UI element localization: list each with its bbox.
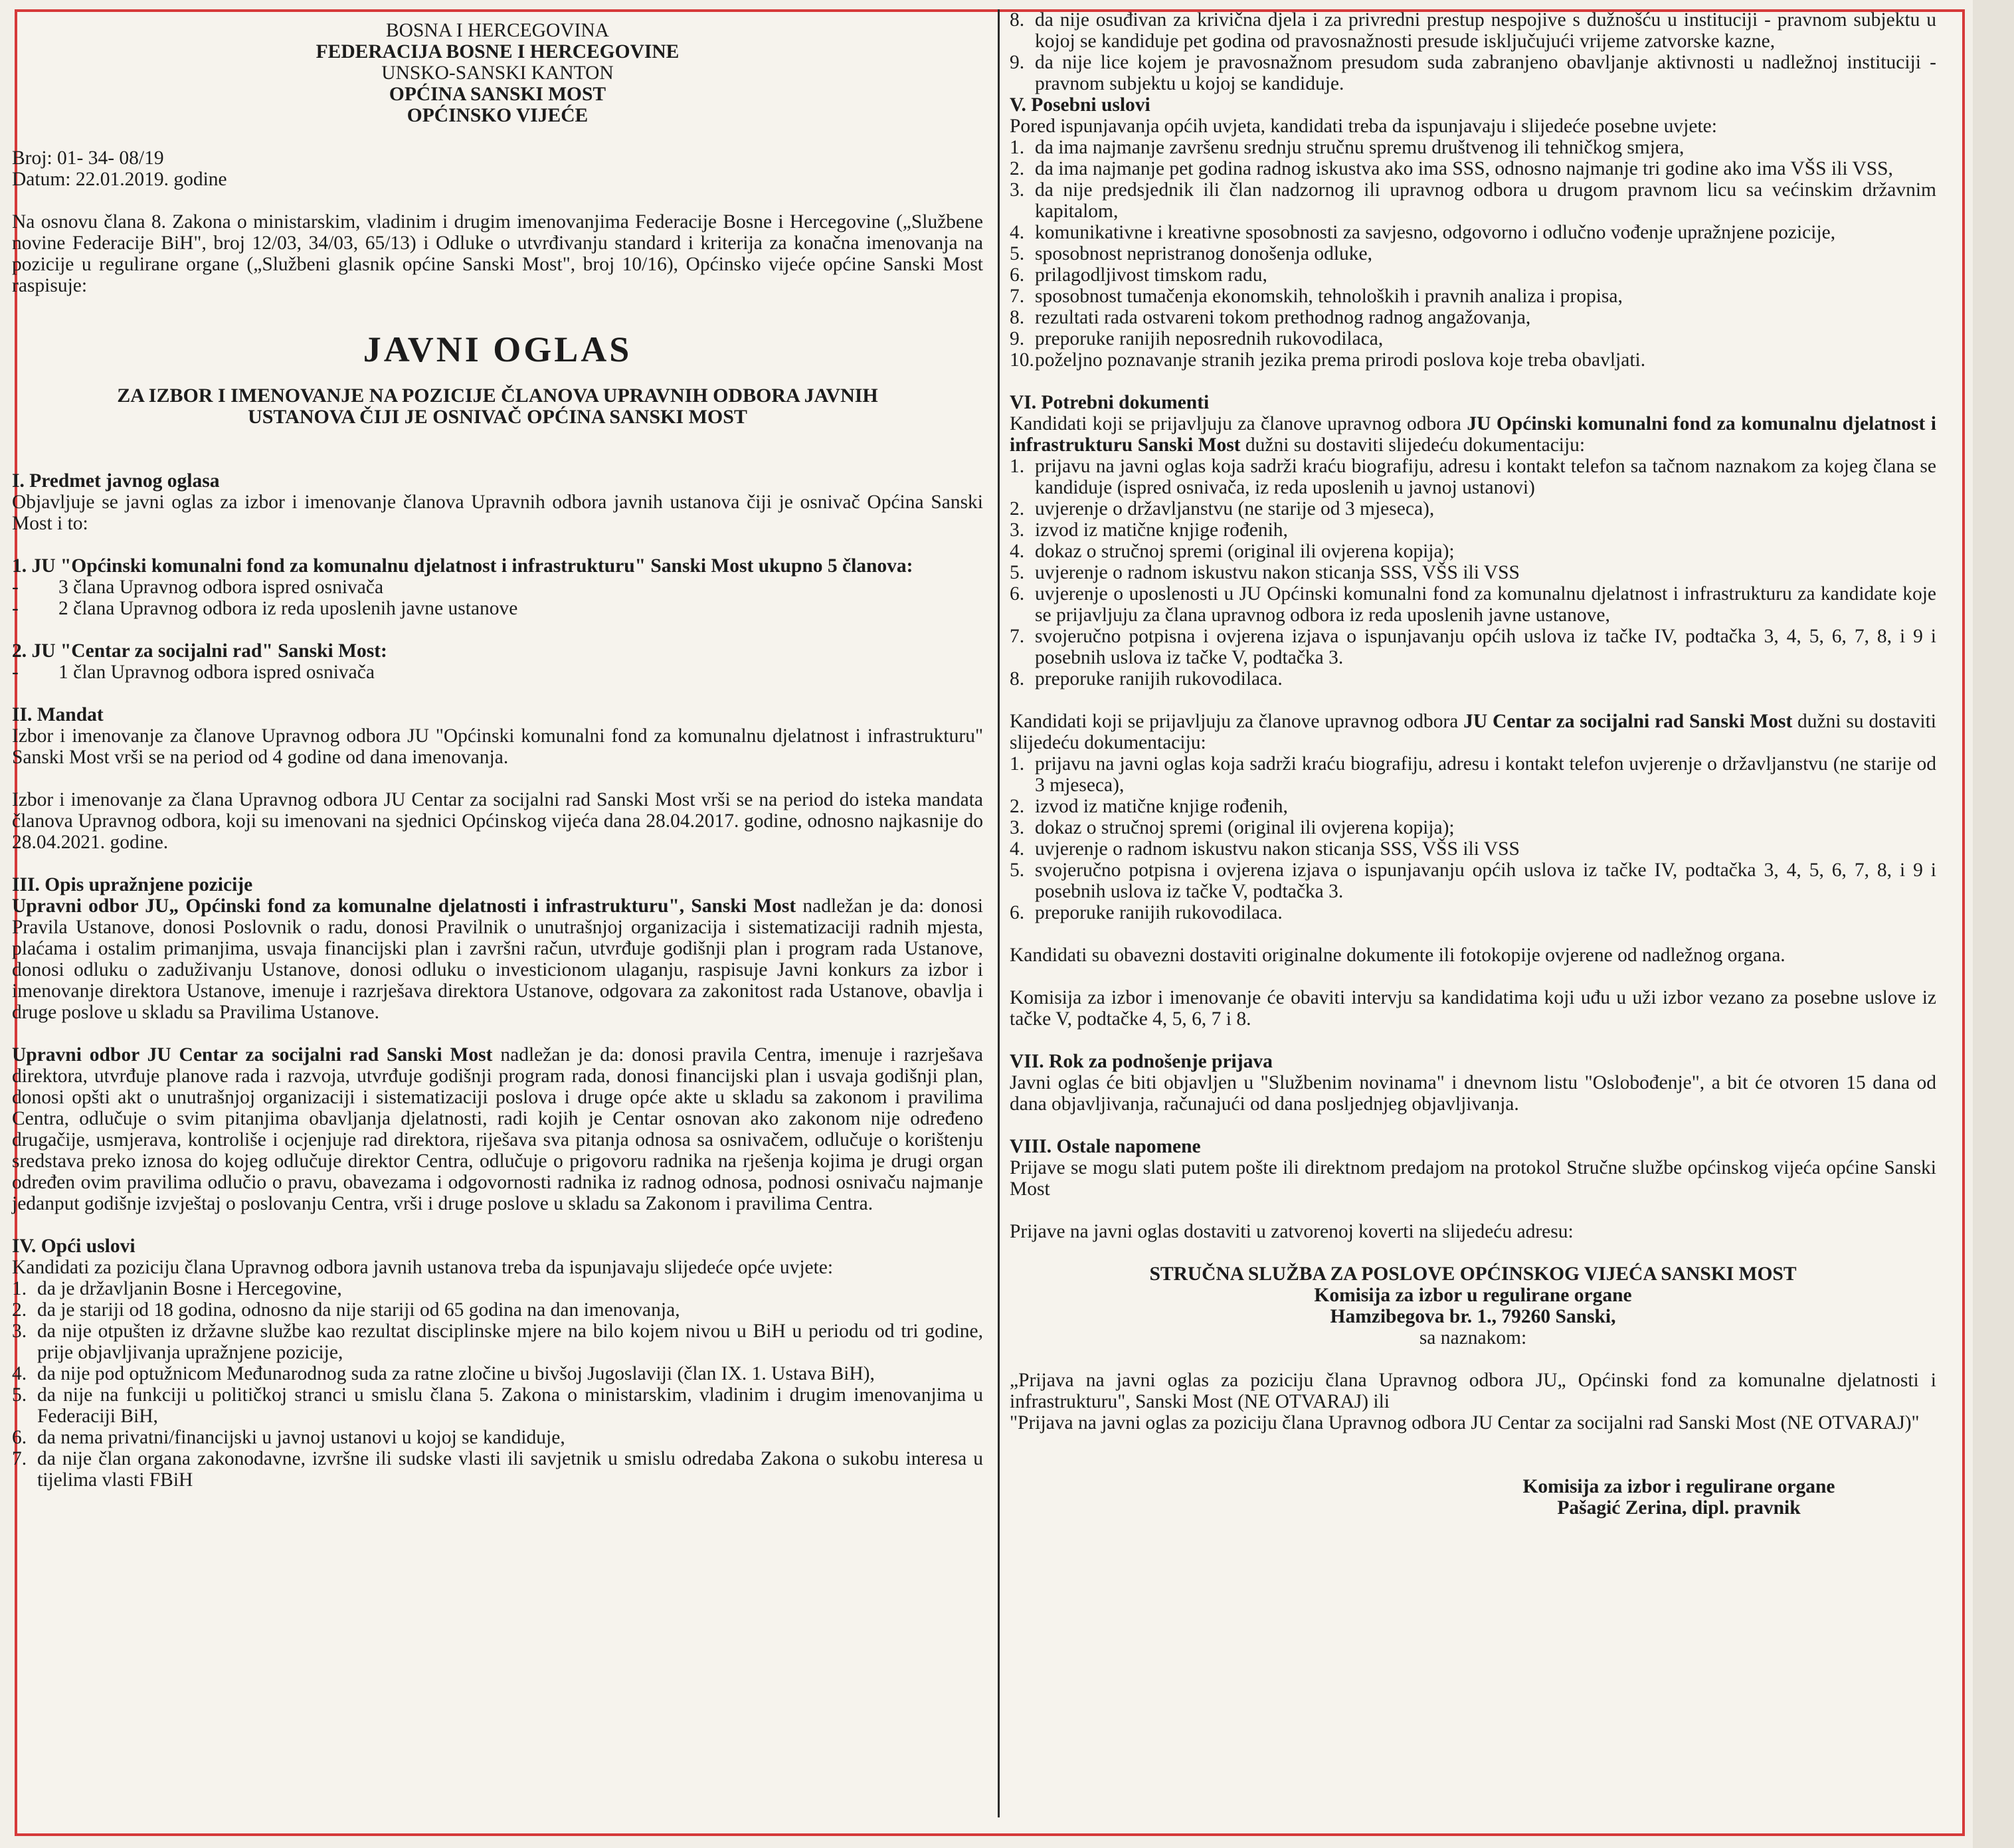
list-item: 6. uvjerenje o uposlenosti u JU Općinski komunalni fond za komunalnu djelatnost i infrastrukturu za kandidate koje se prijavljuju za člana upravnog odbora iz reda uposlenih javne ustanove,: [1010, 583, 1936, 626]
list-item: 4. dokaz o stručnoj spremi (original ili ovjerena kopija);: [1010, 541, 1455, 562]
list-item: - 3 člana Upravnog odbora ispred osnivača: [12, 577, 384, 598]
list-item: 3. dokaz o stručnoj spremi (original ili ovjerena kopija);: [1010, 817, 1455, 838]
section-5-heading: V. Posebni uslovi: [1010, 94, 1150, 116]
documents-list-2: [1010, 753, 1936, 923]
section-3-p2: Upravni odbor JU Centar za socijalni rad Sanski Most nadležan je da: donosi pravila Centra, imenuje i razrješava direktora, utvrđuje planove rada i razvoja, utvrđuje godišnji program rada, donosi financijski plan i usvaja godišnji plan, donosi opšti akt o unutrašnjoj organizaciji i sistematizaciji poslova i druge opće akte u skladu sa zakonom i pravilima Centra, odlučuje o svim pitanjima obavljanja djelatnosti, radi kojih je Centar osnovan ako zakonom nije određeno drugačije, usmjerava, kontroliše i ocjenjuje rad direktora, riješava sva pitanja odnosa sa osnivačem, odlučuje o korištenju sredstava preko iznosa do kojeg odlučuje direktor Centra, odlučuje o prigovoru radnika na rješenja kojima je drugi organ određen ovim pravilima odlučio o pravu, obavezama i odgovornosti radnika iz radnog odnosa, podnosi osnivaču najmanje jedanput godišnje izvještaj o poslovanju Centra, vrši i druge poslove u skladu sa Zakonom i pravilima Centra.: [12, 1044, 983, 1214]
list-item: 6. da nema privatni/financijski u javnoj ustanovi u kojoj se kandiduje,: [12, 1427, 565, 1448]
ref-date: Datum: 22.01.2019. godine: [12, 169, 227, 190]
list-item: 5. sposobnost nepristranog donošenja odluke,: [1010, 243, 1372, 264]
envelope-note-1: „Prijava na javni oglas za poziciju člana Upravnog odbora JU„ Općinski fond za komunalne djelatnosti i infrastrukturu", Sanski Most (NE OTVARAJ) ili: [1010, 1370, 1936, 1412]
list-item: 1. da ima najmanje završenu srednju stručnu spremu društvenog ili tehničkog smjera,: [1010, 137, 1685, 158]
list-item: 4. da nije pod optužnicom Međunarodnog suda za ratne zločine u bivšoj Jugoslaviji (član IX. 1. Ustava BiH),: [12, 1363, 875, 1384]
letterhead: [199, 20, 796, 126]
section-8-heading: VIII. Ostale napomene: [1010, 1136, 1201, 1157]
list-item: 4. uvjerenje o radnom iskustvu nakon sticanja SSS, VŠS ili VSS: [1010, 838, 1520, 860]
list-item: 6. preporuke ranijih rukovodilaca.: [1010, 902, 1283, 923]
list-item: 8. da nije osuđivan za krivična djela i za privredni prestup nespojive s dužnošću u instituciji - pravnom subjektu u kojoj se kandiduje pet godina od pravosnažnosti presude isključujući vrijeme zatvorske kazne,: [1010, 9, 1936, 52]
section-4-heading: IV. Opći uslovi: [12, 1236, 136, 1257]
list-item: 5. svojeručno potpisna i ovjerena izjava o ispunjavanju općih uslova iz tačke IV, podtačka 3, 4, 5, 6, 7, 8, i 9 i posebnih uslova iz tačke V, podtačka 3.: [1010, 860, 1936, 902]
address-line-2: Komisija za izbor u regulirane organe: [1314, 1285, 1632, 1306]
left-column: [12, 20, 983, 1491]
section-5-text: Pored ispunjavanja općih uvjeta, kandidati treba da ispunjavaju i slijedeće posebne uvjete:: [1010, 116, 1717, 137]
list-item: 2. da ima najmanje pet godina radnog iskustva ako ima SSS, odnosno najmanje tri godine ako ima VŠS ili VSS,: [1010, 158, 1893, 179]
list-item: 7. da nije član organa zakonodavne, izvršne ili sudske vlasti ili savjetnik u smislu odredaba Zakona o sukobu interesa u tijelima vlasti FBiH: [12, 1448, 983, 1491]
list-item: 4. komunikativne i kreativne sposobnosti za savjesno, odgovorno i odlučno vođenje upražnjene pozicije,: [1010, 222, 1836, 243]
section-8-p2: Prijave na javni oglas dostaviti u zatvorenoj koverti na slijedeću adresu:: [1010, 1221, 1574, 1242]
section-2-p1: Izbor i imenovanje za članove Upravnog odbora JU "Općinski komunalni fond za komunalnu djelatnost i infrastrukturu" Sanski Most vrši se na period od 4 godine od dana imenovanja.: [12, 725, 983, 768]
list-item: 8. preporuke ranijih rukovodilaca.: [1010, 668, 1283, 690]
section-6-p4: Komisija za izbor i imenovanje će obaviti intervju sa kandidatima koji uđu u uži izbor vezano za posebne uslove iz tačke V, podtačke 4, 5, 6, 7 i 8.: [1010, 987, 1936, 1030]
section-6-p2: Kandidati koji se prijavljuju za članove upravnog odbora JU Centar za socijalni rad Sanski Most dužni su dostaviti slijedeću dokumentaciju:: [1010, 711, 1936, 753]
list-item: 1. da je državljanin Bosne i Hercegovine,: [12, 1278, 342, 1299]
list-item: 9. preporuke ranijih neposrednih rukovodilaca,: [1010, 328, 1384, 349]
right-column: [1010, 9, 1936, 1519]
list-item: 7. sposobnost tumačenja ekonomskih, tehnoloških i pravnih analiza i propisa,: [1010, 286, 1623, 307]
list-item: 3. da nije predsjednik ili član nadzornog ili upravnog odbora u drugom pravnom licu sa većinskim državnim kapitalom,: [1010, 179, 1936, 222]
ju2-title: 2. JU "Centar za socijalni rad" Sanski Most:: [12, 640, 387, 662]
address-line-3: Hamzibegova br. 1., 79260 Sanski,: [1330, 1306, 1616, 1327]
header-line-1: BOSNA I HERCEGOVINA: [386, 20, 609, 41]
section-3-p1: Upravni odbor JU„ Općinski fond za komunalne djelatnosti i infrastrukturu", Sanski Most nadležan je da: donosi Pravila Ustanove, donosi Poslovnik o radu, donosi Pravilnik o unutrašnjoj organizacija i sistematizaciji radnih mjesta, plaćama i ostalim primanjima, usvaja financijski plan i završni račun, utvrđuje godišnji plan i program rada Ustanove, donosi odluku o zaduživanju Ustanove, donosi odluku o investicionom ulaganju, raspisuje Javni konkurs za izbor i imenovanje direktora Ustanove, imenuje i razrješava direktora Ustanove, odgovara za zakonitost rada Ustanove, obavlja i druge poslove u skladu sa Pravilima Ustanove.: [12, 895, 984, 1023]
intro-text: Na osnovu člana 8. Zakona o ministarskim, vladinim i drugim imenovanjima Federacije Bosne i Hercegovine („Službene novine Federacije BiH", broj 12/03, 34/03, 65/13) i Odluke o utvrđivanju standard i kriterija za konačna imenovanja na pozicije u regulirane organe („Službeni glasnik općine Sanski Most", broj 10/16), Općinsko vijeće općine Sanski Most raspisuje:: [12, 211, 983, 296]
section-1-heading: I. Predmet javnog oglasa: [12, 470, 220, 492]
announcement-title: JAVNI OGLAS: [363, 329, 632, 369]
envelope-note-2: "Prijava na javni oglas za poziciju člana Upravnog odbora JU Centar za socijalni rad Sanski Most (NE OTVARAJ)": [1010, 1412, 1920, 1433]
list-item: 1. prijavu na javni oglas koja sadrži kraću biografiju, adresu i kontakt telefon uvjerenje o državljanstvu (ne starije od 3 mjeseca),: [1010, 753, 1936, 796]
list-item: 10. poželjno poznavanje stranih jezika prema prirodi poslova koje treba obavljati.: [1010, 349, 1646, 371]
list-item: 2. da je stariji od 18 godina, odnosno da nije stariji od 65 godina na dan imenovanja,: [12, 1299, 680, 1321]
address-line-1: STRUČNA SLUŽBA ZA POSLOVE OPĆINSKOG VIJEĆA SANSKI MOST: [1149, 1263, 1797, 1285]
special-conditions-list: [1010, 137, 1936, 371]
section-1-text: Objavljuje se javni oglas za izbor i imenovanje članova Upravnih odbora javnih ustanova čiji je osnivač Općina Sanski Most i to:: [12, 492, 983, 534]
section-6-p3: Kandidati su obavezni dostaviti originalne dokumente ili fotokopije ovjerene od nadležnog organa.: [1010, 945, 1785, 966]
ju2-list: [12, 662, 983, 683]
list-item: 6. prilagodljivost timskom radu,: [1010, 264, 1267, 286]
list-item: - 2 člana Upravnog odbora iz reda uposlenih javne ustanove: [12, 598, 518, 619]
list-item: 7. svojeručno potpisna i ovjerena izjava o ispunjavanju općih uslova iz tačke IV, podtačka 3, 4, 5, 6, 7, 8, i 9 i posebnih uslova iz tačke V, podtačka 3.: [1010, 626, 1936, 668]
header-line-3: UNSKO-SANSKI KANTON: [381, 62, 614, 84]
announcement-subtitle: ZA IZBOR I IMENOVANJE NA POZICIJE ČLANOVA UPRAVNIH ODBORA JAVNIH USTANOVA ČIJI JE OSNIVAČ OPĆINA SANSKI MOST: [117, 385, 878, 428]
list-item: 2. uvjerenje o državljanstvu (ne starije od 3 mjeseca),: [1010, 498, 1435, 519]
signature-block: [1010, 1476, 1936, 1519]
list-item: 5. uvjerenje o radnom iskustvu nakon sticanja SSS, VŠS ili VSS: [1010, 562, 1520, 583]
header-line-2: FEDERACIJA BOSNE I HERCEGOVINE: [316, 41, 680, 62]
page-edge-bleed: [1973, 0, 2014, 1848]
list-item: 8. rezultati rada ostvareni tokom prethodnog radnog angažovanja,: [1010, 307, 1531, 328]
general-conditions-list: [12, 1278, 983, 1491]
list-item: 5. da nije na funkciji u političkoj stranci u smislu člana 5. Zakona o ministarskim, vladinim i drugim imenovanjima u Federaciji BiH,: [12, 1384, 983, 1427]
header-line-4: OPĆINA SANSKI MOST: [389, 84, 606, 105]
ju1-title: 1. JU "Općinski komunalni fond za komunalnu djelatnost i infrastrukturu" Sanski Most ukupno 5 članova:: [12, 555, 913, 577]
section-7-heading: VII. Rok za podnošenje prijava: [1010, 1051, 1273, 1072]
column-divider: [998, 9, 1000, 1817]
list-item: 1. prijavu na javni oglas koja sadrži kraću biografiju, adresu i kontakt telefon sa tačnom naznakom za kojeg člana se kandiduje (ispred osnivača, iz reda uposlenih u javnoj ustanovi): [1010, 456, 1936, 498]
list-item: 2. izvod iz matične knjige rođenih,: [1010, 796, 1288, 817]
section-6-heading: VI. Potrebni dokumenti: [1010, 392, 1210, 413]
header-line-5: OPĆINSKO VIJEĆE: [407, 105, 589, 126]
list-item: 9. da nije lice kojem je pravosnažnom presudom suda zabranjeno obavljanje aktivnosti u nadležnoj instituciji - pravnom subjektu u kojoj se kandiduje.: [1010, 52, 1936, 94]
section-2-p2: Izbor i imenovanje za člana Upravnog odbora JU Centar za socijalni rad Sanski Most vrši se na period do isteka mandata članova Upravnog odbora, koji su imenovani na sjednici Općinskog vijeća dana 28.04.2017. godine, odnosno najkasnije do 28.04.2021. godine.: [12, 789, 983, 853]
general-conditions-list-cont: [1010, 9, 1936, 94]
signature-line-1: Komisija za izbor i regulirane organe: [1522, 1476, 1835, 1497]
list-item: - 1 član Upravnog odbora ispred osnivača: [12, 662, 375, 683]
ref-number: Broj: 01- 34- 08/19: [12, 147, 164, 169]
section-4-text: Kandidati za poziciju člana Upravnog odbora javnih ustanova treba da ispunjavaju slijedeće opće uvjete:: [12, 1257, 834, 1278]
ju1-list: [12, 577, 983, 619]
signature-line-2: Pašagić Zerina, dipl. pravnik: [1557, 1497, 1801, 1519]
section-6-p1: Kandidati koji se prijavljuju za članove upravnog odbora JU Općinski komunalni fond za komunalnu djelatnost i infrastrukturu Sanski Most dužni su dostaviti slijedeću dokumentaciju:: [1010, 413, 1936, 456]
section-8-text: Prijave se mogu slati putem pošte ili direktnom predajom na protokol Stručne službe općinskog vijeća općine Sanski Most: [1010, 1157, 1936, 1200]
section-3-heading: III. Opis upražnjene pozicije: [12, 874, 253, 895]
address-line-4: sa naznakom:: [1419, 1327, 1527, 1348]
list-item: 3. da nije otpušten iz državne službe kao rezultat disciplinske mjere na bilo kojem nivou u BiH u periodu od tri godine, prije objavljivanja upražnjene pozicije,: [12, 1321, 983, 1363]
section-7-text: Javni oglas će biti objavljen u "Službenim novinama" i dnevnom listu "Oslobođenje", a bit će otvoren 15 dana od dana objavljivanja, računajući od dana posljednjeg objavljivanja.: [1010, 1072, 1936, 1115]
list-item: 3. izvod iz matične knjige rođenih,: [1010, 519, 1288, 541]
section-2-heading: II. Mandat: [12, 704, 104, 725]
documents-list-1: [1010, 456, 1936, 690]
